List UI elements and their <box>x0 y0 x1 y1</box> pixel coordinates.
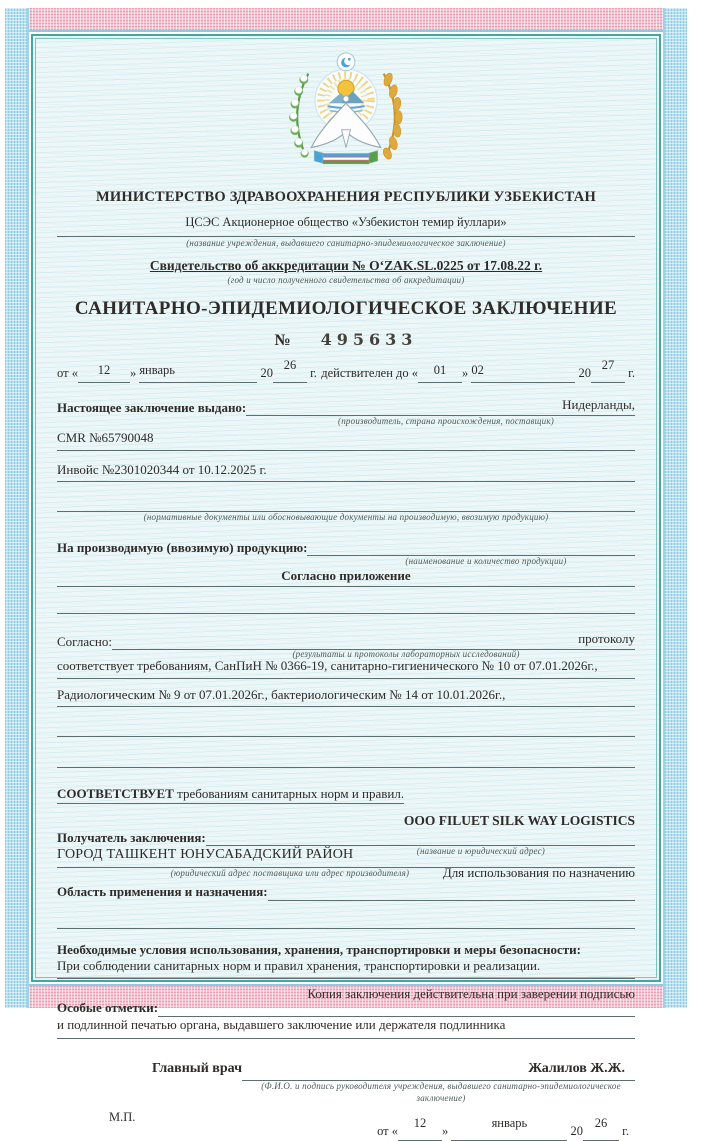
blank-line <box>57 736 635 737</box>
issuing-organization: ЦСЭС Акционерное общество «Узбекистон темир йуллари» <box>185 215 507 230</box>
valid-until-date <box>321 358 635 383</box>
quote-close: » <box>129 366 137 381</box>
compliance-word: СООТВЕТСТВУЕТ <box>57 785 174 801</box>
signature-caption: (Ф.И.О. и подпись руководителя учреждения, выдавшего санитарно-эпидемиологическое заключение) <box>261 1081 621 1103</box>
notes-continuation: и подлинной печатью органа, выдавшего заключение или держателя подлинника <box>57 1016 506 1032</box>
blank-line <box>57 928 635 929</box>
scope-row <box>57 884 635 900</box>
quote-open: « <box>71 366 78 381</box>
product-label: На производимую (ввозимую) продукцию: <box>57 540 308 555</box>
notes-field <box>158 1002 635 1017</box>
signatory-position: Главный врач <box>152 1060 242 1076</box>
signatory-name: Жалилов Ж.Ж. <box>528 1060 625 1076</box>
conditions-label: Необходимые условия использования, хранения, транспортировки и меры безопасности: <box>57 941 581 957</box>
protocol-value: протоколу <box>578 630 635 646</box>
valid-year-suffix: г. <box>628 366 635 381</box>
invoice-line <box>57 462 635 482</box>
issue-century: 20 <box>260 366 273 381</box>
certificate-sheet <box>5 8 687 1138</box>
ministry-title: МИНИСТЕРСТВО ЗДРАВООХРАНЕНИЯ РЕСПУБЛИКИ УЗБЕКИСТАН <box>96 189 596 206</box>
document-number: 495633 <box>320 330 418 350</box>
product-row <box>57 540 635 556</box>
valid-year-field: 27 <box>591 366 625 383</box>
certificate-inner-frame <box>31 34 661 1138</box>
issued-to-label: Настоящее заключение выдано: <box>57 399 247 415</box>
signature-year-suffix: г. <box>622 1123 629 1138</box>
scope-label: Область применения и назначения: <box>57 884 268 900</box>
sanpin-line-2: Радиологическим № 9 от 07.01.2026г., бактериологическим № 14 от 10.01.2026г., <box>57 687 635 707</box>
scope-field <box>268 886 635 901</box>
recipient-address: ГОРОД ТАШКЕНТ ЮНУСАБАДСКИЙ РАЙОН <box>57 847 354 863</box>
quote-close: » <box>442 1123 449 1138</box>
according-caption: (результаты и протоколы лабораторных исследований) <box>292 649 520 659</box>
document-number-row <box>57 330 635 351</box>
recipient-label: Получатель заключения: <box>57 829 206 845</box>
signature-century: 20 <box>570 1123 584 1138</box>
issue-month-field: январь <box>139 366 257 383</box>
issue-day-field: 12 <box>78 366 130 383</box>
accreditation-caption: (год и число полученного свидетельства об аккредитации) <box>227 275 465 286</box>
certificate-content <box>57 40 635 1138</box>
product-field <box>307 541 635 556</box>
uzbekistan-coat-of-arms-icon <box>275 50 417 172</box>
valid-century: 20 <box>578 366 592 381</box>
signature-date <box>377 1115 629 1141</box>
valid-day-field: 01 <box>418 366 462 383</box>
according-field <box>112 630 635 650</box>
sanpin-line-1: соответствует требованиям, СанПиН № 0366-19, санитарно-гигиенического № 10 от 07.01.2026г., <box>57 658 635 678</box>
border-band-top <box>5 8 687 32</box>
cmr-value: CMR №65790048 <box>57 430 154 446</box>
cmr-line <box>57 430 635 450</box>
emblem-container <box>57 40 635 176</box>
signature-year-field: 26 <box>583 1124 619 1141</box>
issued-to-field <box>246 396 635 416</box>
according-row <box>57 630 635 650</box>
issue-year-suffix: г. <box>310 366 317 381</box>
compliance-rest: требованиям санитарных норм и правил. <box>173 785 405 801</box>
quote-open: « <box>391 1123 399 1138</box>
stamp-placeholder: М.П. <box>109 1109 136 1124</box>
recipient-row <box>57 830 635 846</box>
signature-date-label: от <box>377 1123 389 1138</box>
compliance-row <box>57 786 635 802</box>
invoice-value: Инвойс №2301020344 от 10.12.2025 г. <box>57 461 267 477</box>
notes-line <box>57 1038 635 1039</box>
issued-to-caption: (производитель, страна происхождения, поставщик) <box>338 416 554 426</box>
conditions-value: При соблюдении санитарных норм и правил хранения, транспортировки и реализации. <box>57 957 541 973</box>
recipient-field <box>206 831 635 846</box>
document-title: САНИТАРНО-ЭПИДЕМИОЛОГИЧЕСКОЕ ЗАКЛЮЧЕНИЕ <box>74 298 618 320</box>
quote-open: « <box>411 366 419 381</box>
signature-row <box>57 1060 635 1078</box>
valid-until-label: действителен до <box>321 366 409 381</box>
issue-date-label: от <box>57 366 69 381</box>
stamp-and-date-row <box>57 1110 635 1141</box>
signature-month-field: январь <box>451 1124 567 1141</box>
accreditation-line: Свидетельство об аккредитации № O‘ZAK.SL.0225 от 17.08.22 г. <box>149 258 543 274</box>
compliance-statement <box>57 786 404 804</box>
valid-month-field: 02 <box>471 366 575 383</box>
number-sign: № <box>274 332 291 350</box>
address-caption: (юридический адрес поставщика или адрес производителя) <box>170 868 410 879</box>
notes-label: Особые отметки: <box>57 1000 159 1016</box>
usage-row <box>57 865 635 884</box>
notes-row <box>57 1000 635 1016</box>
product-caption: (наименование и количество продукции) <box>405 556 567 567</box>
product-value: Согласно приложение <box>57 568 635 587</box>
according-label: Согласно: <box>57 633 112 649</box>
dates-row <box>57 358 635 383</box>
issue-year-field: 26 <box>273 366 307 383</box>
recipient-caption: (название и юридический адрес) <box>416 846 545 857</box>
border-band-right <box>663 8 687 1008</box>
issue-date <box>57 358 317 383</box>
quote-close: » <box>462 366 469 381</box>
recipient-sub-row <box>57 846 635 861</box>
blank-line <box>57 613 635 614</box>
usage-value: Для использования по назначению <box>442 865 635 881</box>
border-band-left <box>5 8 29 1008</box>
country-value: Нидерланды, <box>562 396 635 412</box>
blank-line <box>57 767 635 768</box>
conditions-line <box>57 978 635 979</box>
issued-to-row <box>57 396 635 416</box>
organization-caption: (название учреждения, выдавшего санитарно-эпидемиологическое заключение) <box>57 236 635 249</box>
copy-note: Копия заключения действительна при заверении подписью <box>307 986 635 1002</box>
docs-caption: (нормативные документы или обосновывающие документы на производимую, ввозимую продукцию) <box>143 511 549 522</box>
signature-day-field: 12 <box>398 1124 442 1141</box>
recipient-company: ООО FILUET SILK WAY LOGISTICS <box>403 813 635 828</box>
